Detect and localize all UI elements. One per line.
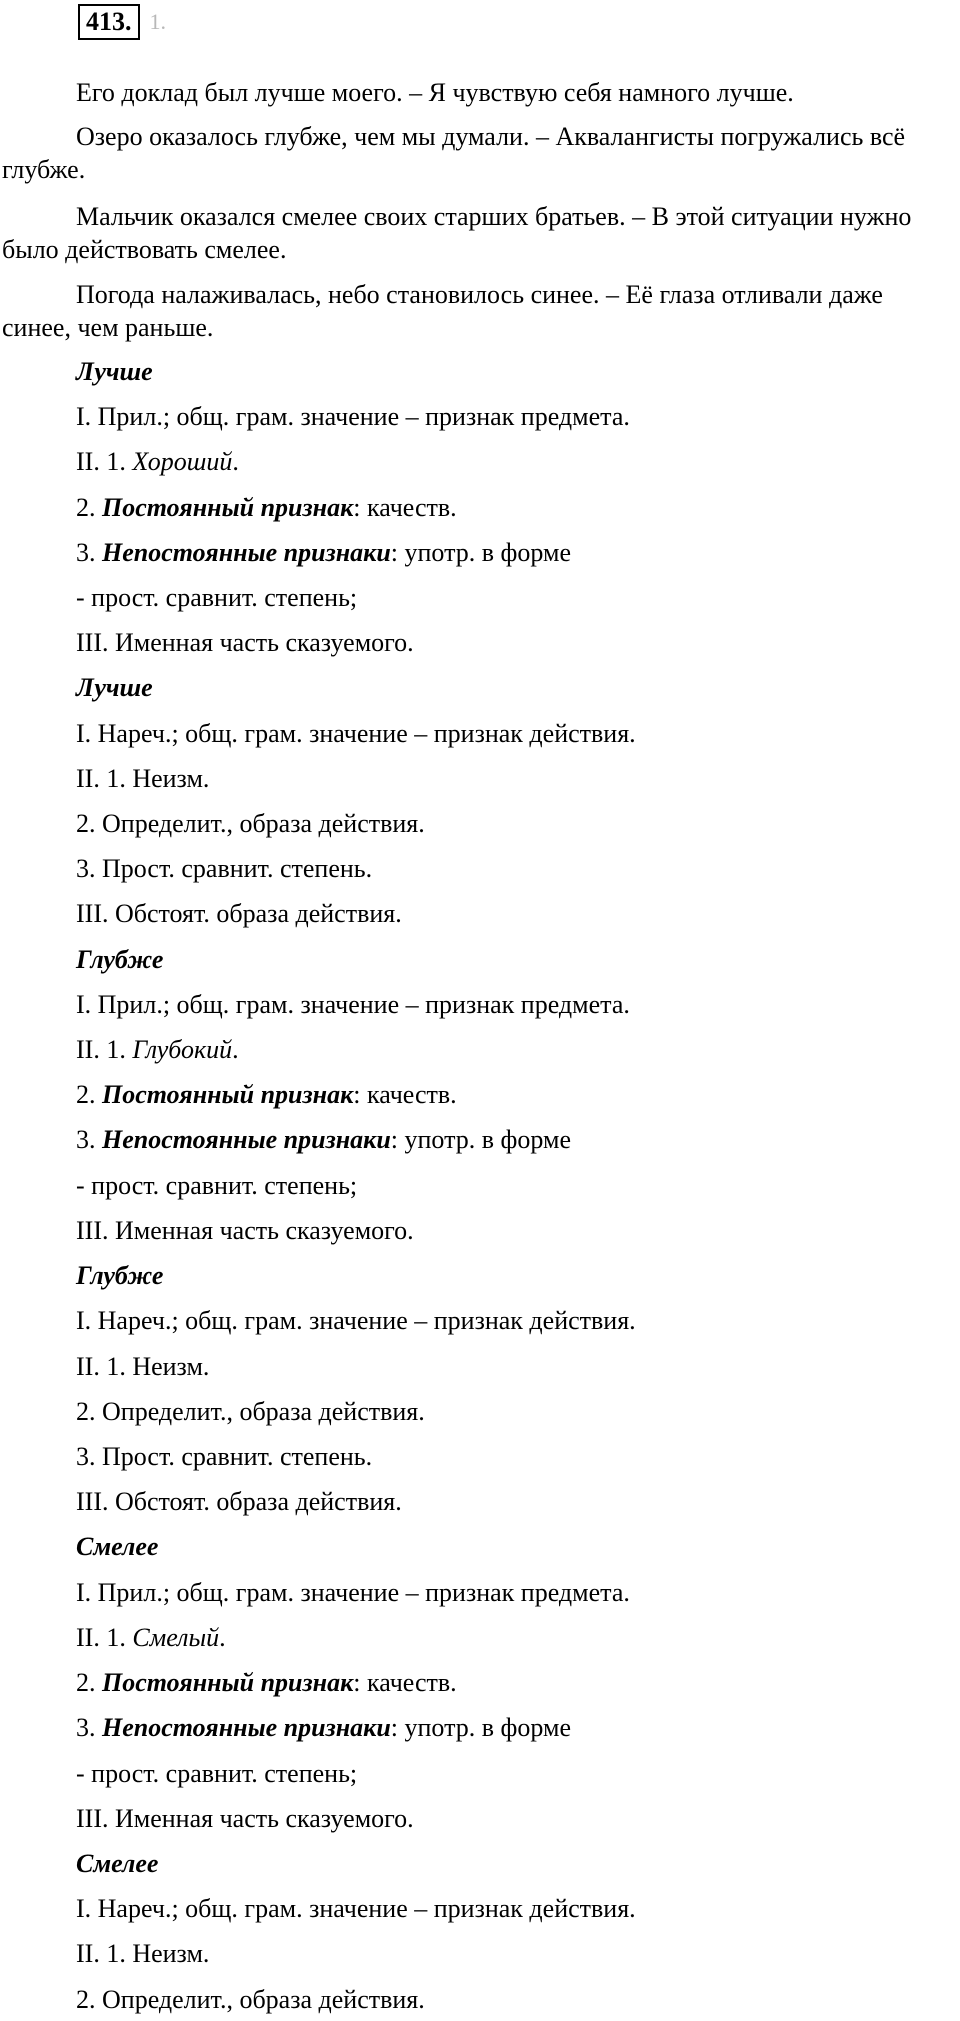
line-suffix: . bbox=[219, 1623, 226, 1652]
line-suffix: : качеств. bbox=[353, 1080, 457, 1109]
analysis-line: 2. Определит., образа действия. bbox=[76, 1985, 425, 2014]
example-paragraph-4: Погода налаживалась, небо становилось синее. – Её глаза отливали даже синее, чем раньше. bbox=[2, 280, 883, 342]
analysis-line bbox=[76, 537, 571, 569]
analysis-line: III. Обстоят. образа действия. bbox=[76, 899, 402, 928]
analysis-line bbox=[76, 1079, 457, 1111]
analysis-line: I. Нареч.; общ. грам. значение – признак действия. bbox=[76, 719, 636, 748]
analysis-line: 2. Определит., образа действия. bbox=[76, 1397, 425, 1426]
analysis-heading: Глубже bbox=[76, 945, 164, 974]
analysis-line: III. Обстоят. образа действия. bbox=[76, 1487, 402, 1516]
task-number-box: 413. bbox=[78, 4, 140, 40]
analysis-line: I. Прил.; общ. грам. значение – признак предмета. bbox=[76, 990, 630, 1019]
line-suffix: : употр. в форме bbox=[390, 538, 571, 567]
line-prefix: 3. bbox=[76, 1125, 102, 1154]
analysis-line: III. Именная часть сказуемого. bbox=[76, 1804, 414, 1833]
analysis-line bbox=[76, 1622, 226, 1654]
term-variable-features: Непостоянные признаки bbox=[102, 1713, 391, 1742]
term-variable-features: Непостоянные признаки bbox=[102, 1125, 391, 1154]
term-constant-feature: Постоянный признак bbox=[102, 493, 354, 522]
line-suffix: . bbox=[232, 447, 239, 476]
analysis-line bbox=[76, 1712, 571, 1744]
line-prefix: 2. bbox=[76, 493, 102, 522]
analysis-line: - прост. сравнит. степень; bbox=[76, 1171, 358, 1200]
sub-task-number: 1. bbox=[149, 9, 166, 34]
example-paragraph-2: Озеро оказалось глубже, чем мы думали. – Аквалангисты погружались всё глубже. bbox=[2, 122, 906, 184]
line-prefix: 2. bbox=[76, 1080, 102, 1109]
analysis-line: III. Именная часть сказуемого. bbox=[76, 628, 414, 657]
analysis-line bbox=[76, 1034, 239, 1066]
analysis-line: I. Прил.; общ. грам. значение – признак предмета. bbox=[76, 402, 630, 431]
analysis-line bbox=[76, 1667, 457, 1699]
line-prefix: 3. bbox=[76, 1713, 102, 1742]
term-constant-feature: Постоянный признак bbox=[102, 1080, 354, 1109]
line-prefix: 3. bbox=[76, 538, 102, 567]
line-prefix: II. 1. bbox=[76, 1623, 133, 1652]
analysis-line: I. Прил.; общ. грам. значение – признак предмета. bbox=[76, 1578, 630, 1607]
analysis-line: 3. Прост. сравнит. степень. bbox=[76, 1442, 373, 1471]
line-prefix: 2. bbox=[76, 1668, 102, 1697]
analysis-heading: Глубже bbox=[76, 1261, 164, 1290]
analysis-line: I. Нареч.; общ. грам. значение – признак действия. bbox=[76, 1894, 636, 1923]
analysis-line: II. 1. Неизм. bbox=[76, 1352, 210, 1381]
line-suffix: : качеств. bbox=[353, 1668, 457, 1697]
analysis-line: 3. Прост. сравнит. степень. bbox=[76, 854, 373, 883]
analysis-line: II. 1. Неизм. bbox=[76, 764, 210, 793]
analysis-line bbox=[76, 446, 239, 478]
analysis-line: II. 1. Неизм. bbox=[76, 1939, 210, 1968]
analysis-line: - прост. сравнит. степень; bbox=[76, 583, 358, 612]
analysis-line: 2. Определит., образа действия. bbox=[76, 809, 425, 838]
example-paragraph-3: Мальчик оказался смелее своих старших братьев. – В этой ситуации нужно было действовать смелее. bbox=[2, 202, 912, 264]
example-paragraph-1: Его доклад был лучше моего. – Я чувствую себя намного лучше. bbox=[76, 78, 794, 107]
analysis-line: I. Нареч.; общ. грам. значение – признак действия. bbox=[76, 1306, 636, 1335]
line-prefix: II. 1. bbox=[76, 447, 133, 476]
analysis-line bbox=[76, 1124, 571, 1156]
analysis-heading: Лучше bbox=[76, 357, 153, 386]
task-header bbox=[78, 2, 166, 42]
line-suffix: : качеств. bbox=[353, 493, 457, 522]
term-constant-feature: Постоянный признак bbox=[102, 1668, 354, 1697]
line-prefix: II. 1. bbox=[76, 1035, 133, 1064]
initial-form: Глубокий bbox=[132, 1035, 233, 1064]
line-suffix: . bbox=[232, 1035, 239, 1064]
initial-form: Смелый bbox=[132, 1623, 220, 1652]
analysis-heading: Лучше bbox=[76, 673, 153, 702]
analysis-heading: Смелее bbox=[76, 1849, 159, 1878]
analysis-heading: Смелее bbox=[76, 1532, 159, 1561]
line-suffix: : употр. в форме bbox=[390, 1125, 571, 1154]
term-variable-features: Непостоянные признаки bbox=[102, 538, 391, 567]
analysis-line: III. Именная часть сказуемого. bbox=[76, 1216, 414, 1245]
initial-form: Хороший bbox=[132, 447, 233, 476]
line-suffix: : употр. в форме bbox=[390, 1713, 571, 1742]
analysis-line: - прост. сравнит. степень; bbox=[76, 1759, 358, 1788]
analysis-line bbox=[76, 492, 457, 524]
